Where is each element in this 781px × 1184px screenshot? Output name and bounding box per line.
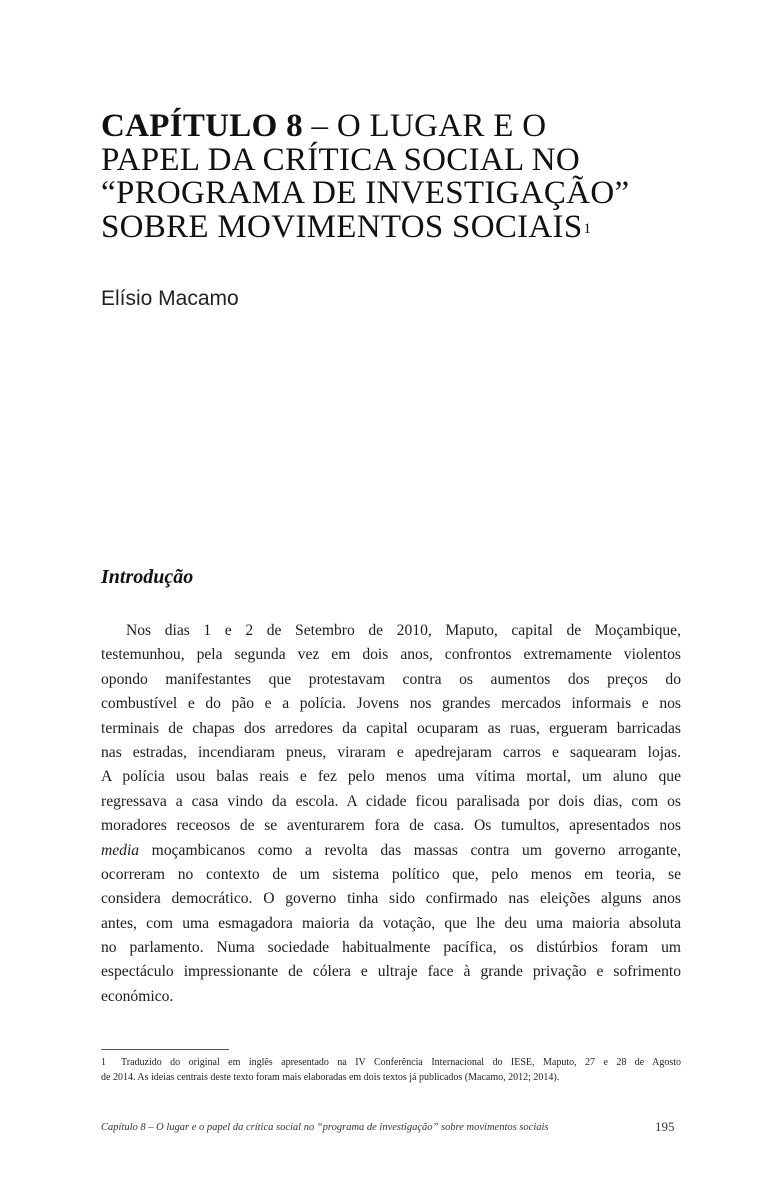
footnote-line (101, 1055, 681, 1070)
paragraph-line (101, 839, 681, 863)
chapter-title-dash: – (302, 108, 337, 144)
paragraph-line: económico. (101, 987, 174, 1005)
paragraph-line: terminais de chapas dos arredores da capital ocuparam as ruas, ergueram barricadas (101, 719, 681, 737)
paragraph-line: testemunhou, pela segunda vez em dois anos, confrontos extremamente violentos (101, 646, 681, 664)
paragraph-line: opondo manifestantes que protestavam contra os aumentos dos preços do (101, 670, 681, 688)
paragraph-line: moradores receosos de se aventurarem fora de casa. Os tumultos, apresentados nos (101, 817, 681, 835)
page-number: 195 (655, 1119, 675, 1134)
paragraph-line: nas estradas, incendiaram pneus, viraram e apedrejaram carros e saquearam lojas. (101, 743, 681, 761)
running-footer: Capítulo 8 – O lugar e o papel da crítica social no “programa de investigação” sobre movimentos sociais (101, 1122, 549, 1133)
chapter-title-text: SOBRE MOVIMENTOS SOCIAIS (101, 208, 583, 245)
paragraph-line-rest: moçambicanos como a revolta das massas contra um governo arrogante, (139, 841, 681, 859)
chapter-label: CAPÍTULO 8 (101, 108, 303, 144)
section-heading: Introdução (101, 566, 194, 588)
chapter-title-text: O LUGAR E O (336, 108, 547, 144)
footnote-line: de 2014. As ideias centrais deste texto foram mais elaboradas em dois textos já publicados (Macamo, 2012; 2014). (101, 1072, 560, 1083)
paragraph-line: regressava a casa vindo da escola. A cidade ficou paralisada por dois dias, com os (101, 792, 681, 810)
chapter-title-line-3: “PROGRAMA DE INVESTIGAÇÃO” (101, 175, 630, 211)
chapter-title (101, 110, 701, 244)
paragraph-line: no parlamento. Numa sociedade habitualmente pacífica, os distúrbios foram um (101, 939, 681, 957)
footnote (101, 1055, 681, 1085)
paragraph-line: ocorreram no contexto de um sistema político que, pelo menos em teoria, se (101, 865, 681, 883)
body-paragraph (101, 619, 681, 1009)
footnote-separator (101, 1049, 229, 1050)
footnote-text: Traduzido do original em inglês apresentado na IV Conferência Internacional do IESE, Maputo, 27 e 28 de Agosto (121, 1057, 681, 1068)
footnote-number: 1 (101, 1057, 106, 1068)
italic-term: media (101, 841, 140, 859)
paragraph-line: considera democrático. O governo tinha sido confirmado nas eleições alguns anos (101, 890, 681, 908)
chapter-title-line-2: PAPEL DA CRÍTICA SOCIAL NO (101, 141, 581, 178)
author-name: Elísio Macamo (101, 287, 239, 310)
chapter-title-line-4 (101, 208, 701, 245)
paragraph-line: combustível e do pão e a polícia. Jovens nos grandes mercados informais e nos (101, 695, 681, 713)
chapter-title-line-1 (101, 110, 701, 144)
paragraph-line: Nos dias 1 e 2 de Setembro de 2010, Maputo, capital de Moçambique, (126, 622, 681, 639)
paragraph-line: A polícia usou balas reais e fez pelo menos uma vítima mortal, um aluno que (101, 768, 681, 786)
paragraph-line: antes, com uma esmagadora maioria da votação, que lhe deu uma maioria absoluta (101, 914, 681, 932)
footnote-marker[interactable]: 1 (583, 220, 592, 237)
paragraph-line: espectáculo impressionante de cólera e ultraje face à grande privação e sofrimento (101, 963, 681, 981)
